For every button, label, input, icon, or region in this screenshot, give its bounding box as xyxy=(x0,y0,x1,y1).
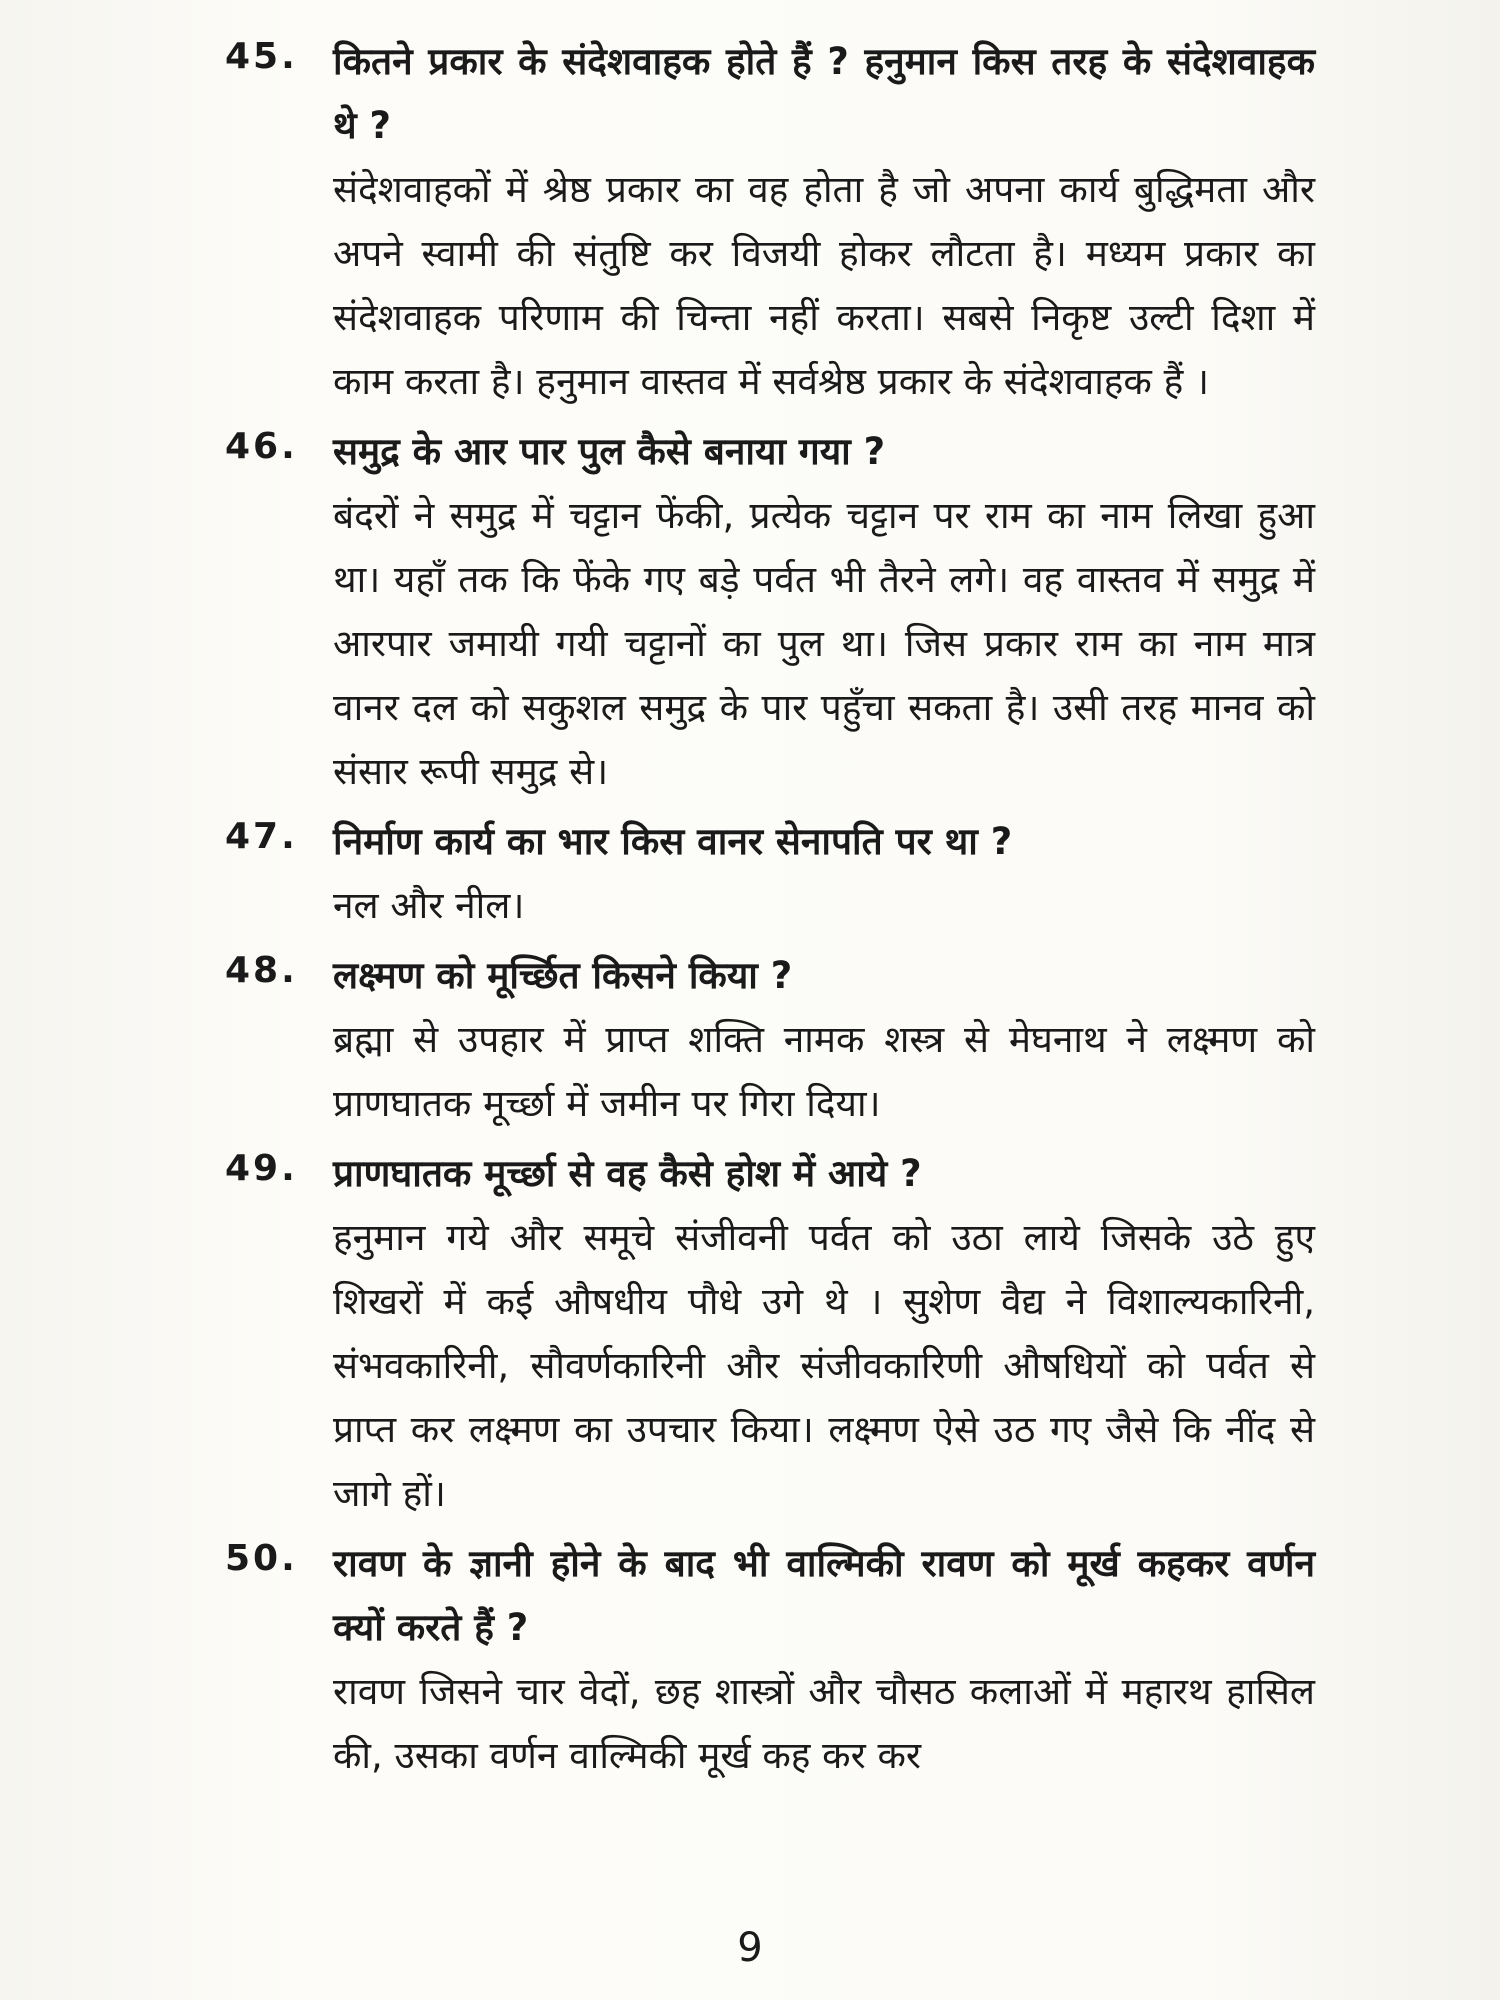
question-number: 46. xyxy=(225,426,298,467)
answer-text: ब्रह्मा से उपहार में प्राप्त शक्ति नामक शस्त्र से मेघनाथ ने लक्ष्मण को प्राणघातक मूर्च्छा में जमीन पर गिरा दिया। xyxy=(333,1018,1315,1125)
answer-text: बंदरों ने समुद्र में चट्टान फेंकी, प्रत्येक चट्टान पर राम का नाम लिखा हुआ था। यहाँ तक कि फेंके गए बड़े पर्वत भी तैरने लगे। वह वास्तव में समुद्र में आरपार जमायी गयी चट्टानों का पुल था। जिस प्रकार राम का नाम मात्र वानर दल को सकुशल समुद्र के पार पहुँचा सकता है। उसी तरह मानव को संसार रूपी समुद्र से। xyxy=(333,494,1315,793)
qa-item-48 xyxy=(225,944,1315,1136)
question-number: 48. xyxy=(225,950,298,991)
answer-text: रावण जिसने चार वेदों, छह शास्त्रों और चौसठ कलाओं में महारथ हासिल की, उसका वर्णन वाल्मिकी मूर्ख कह कर कर xyxy=(333,1670,1315,1777)
answer-text: हनुमान गये और समूचे संजीवनी पर्वत को उठा लाये जिसके उठे हुए शिखरों में कई औषधीय पौधे उगे थे । सुशेण वैद्य ने विशाल्यकारिनी, संभवकारिनी, सौवर्णकारिनी और संजीवकारिणी औषधियों को पर्वत से प्राप्त कर लक्ष्मण का उपचार किया। लक्ष्मण ऐसे उठ गए जैसे कि नींद से जागे हों। xyxy=(333,1216,1315,1515)
question-text: निर्माण कार्य का भार किस वानर सेनापति पर था ? xyxy=(333,820,1013,863)
qa-item-49 xyxy=(225,1142,1315,1526)
qa-list xyxy=(225,30,1315,1794)
qa-item-47 xyxy=(225,810,1315,938)
question-text: लक्ष्मण को मूर्च्छित किसने किया ? xyxy=(333,954,793,997)
answer-text: नल और नील। xyxy=(333,884,525,927)
qa-item-45 xyxy=(225,30,1315,414)
page-number: 9 xyxy=(737,1925,763,1971)
question-number: 50. xyxy=(225,1538,298,1579)
question-number: 47. xyxy=(225,816,298,857)
question-text: कितने प्रकार के संदेशवाहक होते हैं ? हनुमान किस तरह के संदेशवाहक थे ? xyxy=(333,40,1315,147)
answer-text: संदेशवाहकों में श्रेष्ठ प्रकार का वह होता है जो अपना कार्य बुद्धिमता और अपने स्वामी की संतुष्टि कर विजयी होकर लौटता है। मध्यम प्रकार का संदेशवाहक परिणाम की चिन्ता नहीं करता। सबसे निकृष्ट उल्टी दिशा में काम करता है। हनुमान वास्तव में सर्वश्रेष्ठ प्रकार के संदेशवाहक हैं । xyxy=(333,168,1315,403)
qa-item-46 xyxy=(225,420,1315,804)
question-text: प्राणघातक मूर्च्छा से वह कैसे होश में आये ? xyxy=(333,1152,922,1195)
question-number: 49. xyxy=(225,1148,298,1189)
question-number: 45. xyxy=(225,36,298,77)
question-text: समुद्र के आर पार पुल कैसे बनाया गया ? xyxy=(333,430,886,473)
question-text: रावण के ज्ञानी होने के बाद भी वाल्मिकी रावण को मूर्ख कहकर वर्णन क्यों करते हैं ? xyxy=(333,1542,1315,1649)
qa-item-50 xyxy=(225,1532,1315,1788)
